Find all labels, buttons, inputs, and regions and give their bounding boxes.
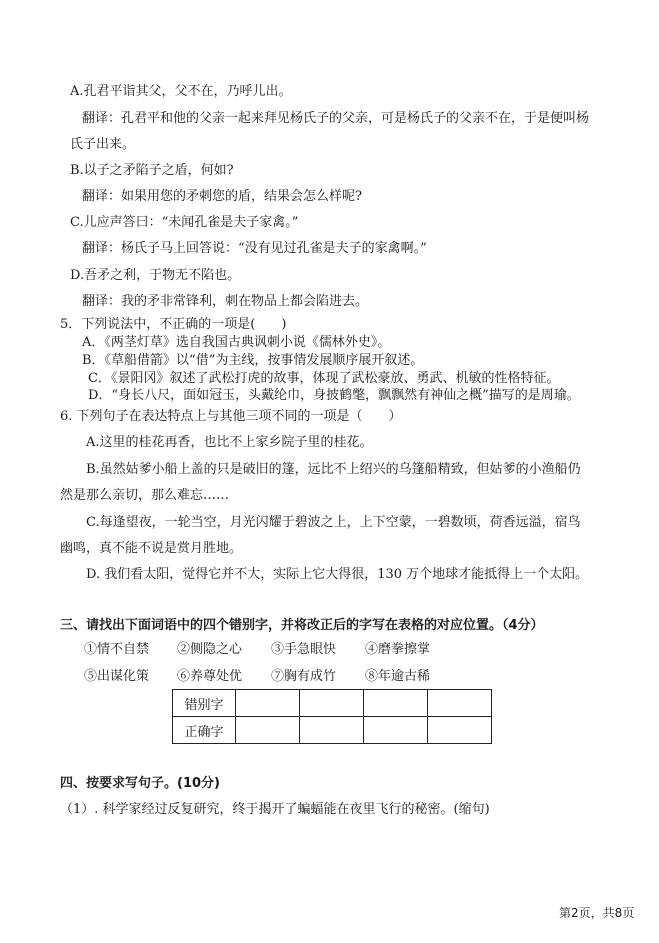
section-4-title: 四、按要求写句子。(10分) <box>60 776 220 791</box>
word-item: ⑧年逾古稀 <box>365 669 431 684</box>
word-item: ⑥养尊处优 <box>177 669 243 684</box>
section-4-question-1: （1）. 科学家经过反复研究，终于揭开了蝙蝠能在夜里飞行的秘密。(缩句) <box>60 802 490 817</box>
answer-cell[interactable] <box>364 690 428 717</box>
answer-cell[interactable] <box>300 717 364 744</box>
q4-option-b-translation: 翻译：如果用您的矛刺您的盾，结果会怎么样呢? <box>82 189 362 204</box>
answer-table <box>172 689 492 744</box>
q5-option-d: D．“身长八尺，面如冠玉，头戴纶巾，身披鹤氅，飘飘然有神仙之概”描写的是周瑜。 <box>88 388 580 403</box>
q6-stem: 6. 下列句子在表达特点上与其他三项不同的一项是（ ） <box>60 409 402 424</box>
q5-option-c: C．《景阳冈》叙述了武松打虎的故事，体现了武松豪放、勇武、机敏的性格特征。 <box>88 371 560 386</box>
q6-option-b: B.虽然姑爹小船上盖的只是破旧的篷，远比不上绍兴的乌篷船精致，但姑爹的小渔船仍 <box>86 462 581 477</box>
q5-option-b: B．《草船借箭》以“借”为主线，按事情发展顺序展开叙述。 <box>82 353 424 368</box>
q5-stem: 5．下列说法中，不正确的一项是( ) <box>60 317 287 332</box>
q6-option-c: C.每逢望夜，一轮当空，月光闪耀于碧波之上，上下空蒙，一碧数顷，荷香远溢，宿鸟 <box>86 515 581 530</box>
table-row <box>173 717 492 744</box>
q4-option-c: C.儿应声答曰：“未闻孔雀是夫子家禽。” <box>70 215 299 230</box>
table-row <box>173 690 492 717</box>
q4-option-a-translation: 翻译：孔君平和他的父亲一起来拜见杨氏子的父亲，可是杨氏子的父亲不在，于是便叫杨 <box>82 111 590 126</box>
answer-cell[interactable] <box>236 690 300 717</box>
word-item: ③手急眼快 <box>271 642 337 657</box>
answer-cell[interactable] <box>300 690 364 717</box>
row-label-wrong-char: 错别字 <box>173 690 236 717</box>
q6-option-c-cont: 幽鸣，真不能不说是赏月胜地。 <box>60 541 243 556</box>
word-item: ④磨拳擦掌 <box>365 642 431 657</box>
word-item: ②侧隐之心 <box>177 642 243 657</box>
q4-option-d: D.吾矛之利，于物无不陷也。 <box>70 268 241 283</box>
answer-cell[interactable] <box>364 717 428 744</box>
q4-option-b: B.以子之矛陷子之盾，何如? <box>70 163 234 178</box>
word-item: ⑦胸有成竹 <box>271 669 337 684</box>
answer-cell[interactable] <box>428 717 492 744</box>
q6-option-d: D. 我们看太阳，觉得它并不大，实际上它大得很，130 万个地球才能抵得上一个太阳。 <box>86 567 589 582</box>
row-label-correct-char: 正确字 <box>173 717 236 744</box>
word-item: ①情不自禁 <box>84 642 150 657</box>
q4-option-d-translation: 翻译：我的矛非常锋利，刺在物品上都会陷进去。 <box>82 294 369 309</box>
q4-option-c-translation: 翻译：杨氏子马上回答说：“没有见过孔雀是夫子的家禽啊。” <box>82 241 427 256</box>
section-3-title: 三、请找出下面词语中的四个错别字，并将改正后的字写在表格的对应位置。（4分） <box>60 618 544 633</box>
q6-option-a: A.这里的桂花再香，也比不上家乡院子里的桂花。 <box>86 435 373 450</box>
q4-option-a-translation-cont: 氏子出来。 <box>70 137 136 152</box>
word-item: ⑤出谋化策 <box>84 669 150 684</box>
q5-option-a: A．《两茎灯草》选自我国古典讽刺小说《儒林外史》。 <box>82 335 391 350</box>
q6-option-b-cont: 然是那么亲切，那么难忘…… <box>60 488 230 503</box>
q4-option-a: A.孔君平诣其父，父不在，乃呼儿出。 <box>70 84 292 99</box>
answer-cell[interactable] <box>428 690 492 717</box>
answer-cell[interactable] <box>236 717 300 744</box>
page-number: 第2页，共8页 <box>559 906 635 920</box>
